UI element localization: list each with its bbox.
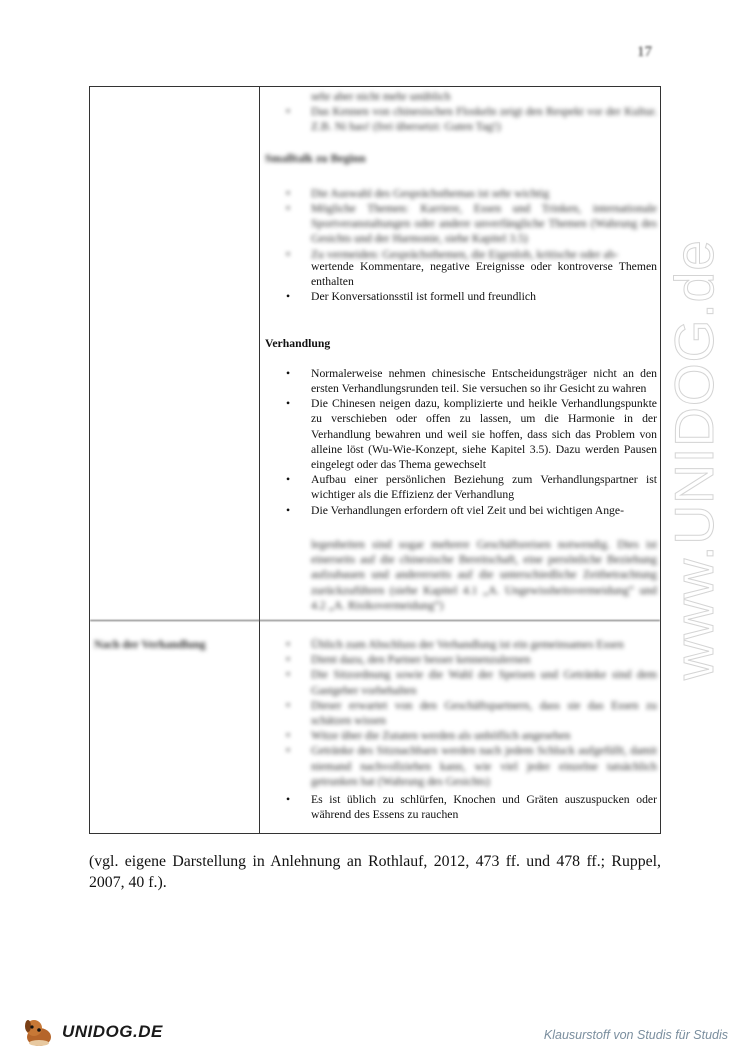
list-item: • Witze über die Zutaten werden als unhöflich angesehen	[286, 729, 571, 743]
list-item: • Zu vermeiden: Gesprächsthemen, die Eigenlob, kritische oder ab-	[286, 247, 619, 261]
list-item: • Die Auswahl des Gesprächsthemas ist sehr wichtig	[286, 186, 550, 200]
row2-blurred	[265, 637, 657, 789]
row2-visible	[265, 792, 657, 822]
unidog-logo	[22, 1012, 163, 1052]
list-item: • Dient dazu, den Partner besser kennenzulernen	[286, 653, 531, 667]
list-item: wertende Kommentare, negative Ereignisse oder kontroverse Themen enthalten	[311, 260, 657, 289]
column-divider	[259, 87, 260, 833]
smalltalk-heading: Smalltalk zu Beginn	[265, 151, 366, 165]
footer-tagline: Klausurstoff von Studis für Studis	[543, 1028, 728, 1042]
list-item: • Die Chinesen neigen dazu, komplizierte und heikle Verhandlungspunkte zu verschieben oder offen zu lassen, um die Harmonie in der Verhandlung bewahren und weil sie hoffen, dass sich das Problem von alleine löst (Wu-Wie-Konzept, siehe Kapitel 3.5). Dazu werden Pausen eingelegt oder das Thema gewechselt	[286, 397, 657, 472]
watermark: www.UNIDOG.de	[663, 239, 725, 680]
list-item: • Mögliche Themen: Karriere, Essen und Trinken, internationale Sportveranstaltungen oder andere unverfängliche Themen (Wahrung des Gesichts und der Harmonie, siehe Kapitel 3.5)	[286, 202, 657, 246]
content-table	[89, 86, 661, 834]
dog-icon	[22, 1015, 56, 1049]
list-item: legenheiten sind sogar mehrere Geschäftsreisen notwendig. Dies ist einerseits auf die chinesische Bereitschaft, eine persönliche Beziehung aufzubauen und andererseits auf die unterschiedliche Zeitbetrachtung zurückzuführen (siehe Kapitel 4.1 „A. Ungewissheitsvermeidung“ und 4.2 „A. Risikovermeidung“)	[311, 538, 657, 612]
page-number: 17	[637, 44, 652, 60]
table-caption: (vgl. eigene Darstellung in Anlehnung an Rothlauf, 2012, 473 ff. und 478 ff.; Ruppel, 2007, 40 f.).	[89, 853, 661, 891]
list-item: • Getränke des Sitznachbarn werden nach jedem Schluck aufgefüllt, damit niemand nachvollziehen kann, wie viel jeder einzelne tatsächlich getrunken hat (Wahrung des Gesichts)	[286, 744, 657, 788]
list-item: • Normalerweise nehmen chinesische Entscheidungsträger nicht an den ersten Verhandlungsrunden teil. Sie versuchen so ihr Gesicht zu wahren	[286, 366, 657, 396]
row2-label: Nach der Verhandlung	[94, 639, 206, 651]
list-item: • Die Sitzordnung sowie die Wahl der Speisen und Getränke sind dem Gastgeber vorbehalten	[286, 668, 657, 697]
row1-top-blurred	[265, 89, 657, 262]
row1-bottom-blurred	[265, 537, 657, 613]
list-item: • Üblich zum Abschluss der Verhandlung ist ein gemeinsames Essen	[286, 638, 624, 651]
logo-text: UNIDOG.DE	[62, 1022, 163, 1041]
list-item: sehr aber nicht mehr unüblich	[311, 90, 451, 103]
row-divider	[90, 620, 660, 621]
list-item: • Es ist üblich zu schlürfen, Knochen und Gräten auszuspucken oder während des Essens zu rauchen	[286, 793, 657, 822]
verhandlung-heading: Verhandlung	[265, 336, 331, 350]
list-item: • Das Kennen von chinesischen Floskeln zeigt den Respekt vor der Kultur. Z.B. Ni hao! (frei übersetzt: Guten Tag!)	[286, 105, 657, 134]
list-item: • Aufbau einer persönlichen Beziehung zum Verhandlungspartner ist wichtiger als die Effizienz der Verhandlung	[286, 473, 657, 502]
list-item: • Der Konversationsstil ist formell und freundlich	[286, 290, 536, 304]
list-item: • Die Verhandlungen erfordern oft viel Zeit und bei wichtigen Ange-	[286, 503, 624, 517]
row1-visible	[265, 259, 657, 518]
list-item: • Dieser erwartet von den Geschäftspartnern, dass sie das Essen zu schätzen wissen	[286, 698, 657, 728]
